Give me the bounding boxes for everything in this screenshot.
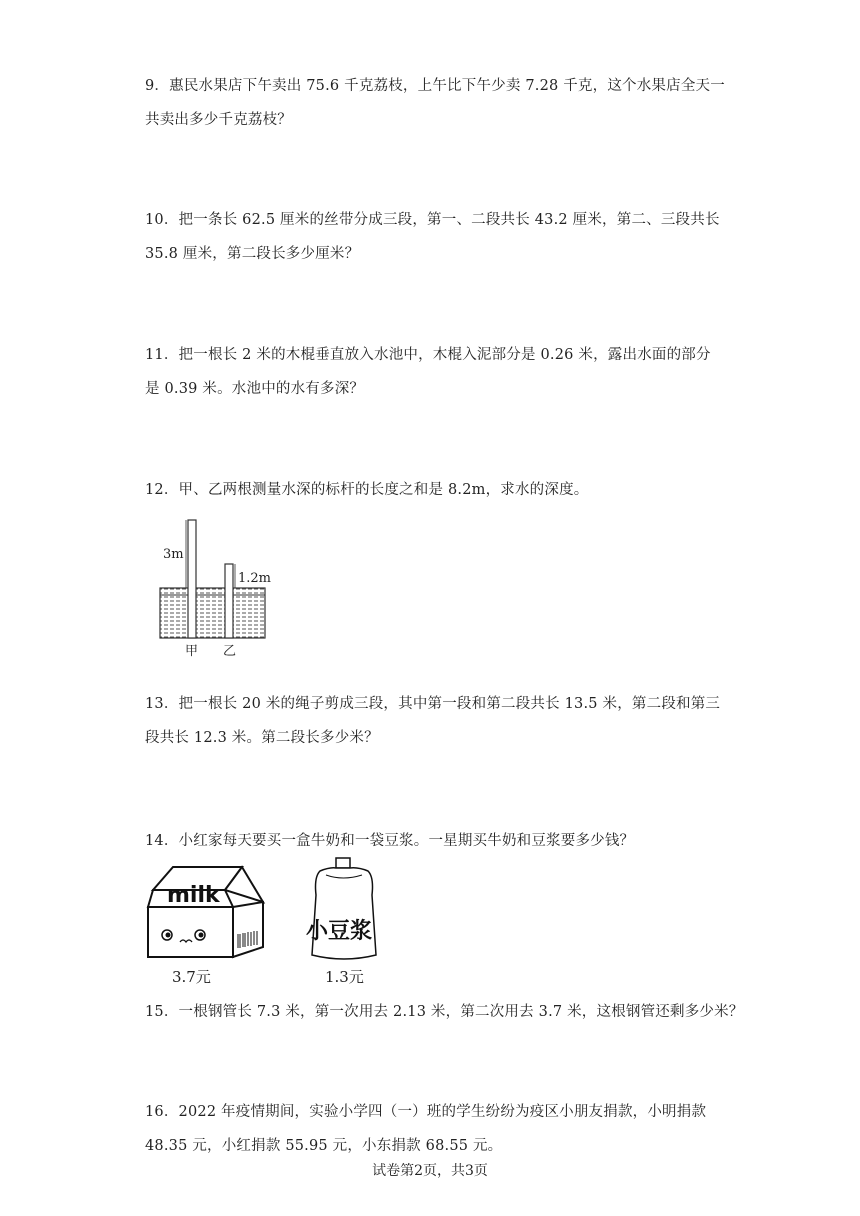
- q9-line-2: 共卖出多少千克荔枝？: [145, 112, 292, 128]
- pole-jia: [188, 520, 196, 638]
- water-depth-diagram: [158, 515, 288, 660]
- q16-line-2: 48.35 元，小红捐款 55.95 元，小东捐款 68.55 元。: [145, 1138, 503, 1154]
- q15-line-1: 15．一根钢管长 7.3 米，第一次用去 2.13 米，第二次用去 3.7 米，这根钢管还剩多少米？: [145, 1004, 744, 1020]
- q11-line-2: 是 0.39 米。水池中的水有多深？: [145, 381, 365, 397]
- q13-line-2: 段共长 12.3 米。第二段长多少米？: [145, 730, 379, 746]
- page-footer: 试卷第2页，共3页: [372, 1163, 488, 1179]
- milk-carton-image: [145, 862, 270, 962]
- milk-brand-text: milk: [167, 883, 220, 908]
- q14-line-1: 14．小红家每天要买一盒牛奶和一袋豆浆。一星期买牛奶和豆浆要多少钱？: [145, 833, 635, 849]
- q13-line-1: 13．把一根长 20 米的绳子剪成三段，其中第一段和第二段共长 13.5 米，第二段和第三: [145, 696, 721, 712]
- q11-line-1: 11．把一根长 2 米的木棍垂直放入水池中，木棍入泥部分是 0.26 米，露出水面的部分: [145, 347, 711, 363]
- q10-line-1: 10．把一条长 62.5 厘米的丝带分成三段，第一、二段共长 43.2 厘米，第二、三段共长: [145, 212, 720, 228]
- pole-yi: [225, 564, 233, 638]
- q12-line-1: 12．甲、乙两根测量水深的标杆的长度之和是 8.2m，求水的深度。: [145, 482, 589, 498]
- q10-line-2: 35.8 厘米，第二段长多少厘米？: [145, 246, 360, 262]
- q9-line-1: 9．惠民水果店下午卖出 75.6 千克荔枝，上午比下午少卖 7.28 千克，这个水果店全天一: [145, 78, 725, 94]
- soy-milk-bag-image: [300, 855, 390, 965]
- label-3m: 3m: [163, 547, 184, 562]
- q16-line-1: 16．2022 年疫情期间，实验小学四（一）班的学生纷纷为疫区小朋友捐款，小明捐款: [145, 1104, 707, 1120]
- soy-price: 1.3元: [325, 968, 364, 986]
- label-jia: 甲: [185, 644, 199, 659]
- label-yi: 乙: [223, 644, 237, 659]
- milk-price: 3.7元: [172, 968, 211, 986]
- label-1-2m: 1.2m: [238, 571, 272, 586]
- soy-brand-text: 小豆浆: [306, 919, 373, 944]
